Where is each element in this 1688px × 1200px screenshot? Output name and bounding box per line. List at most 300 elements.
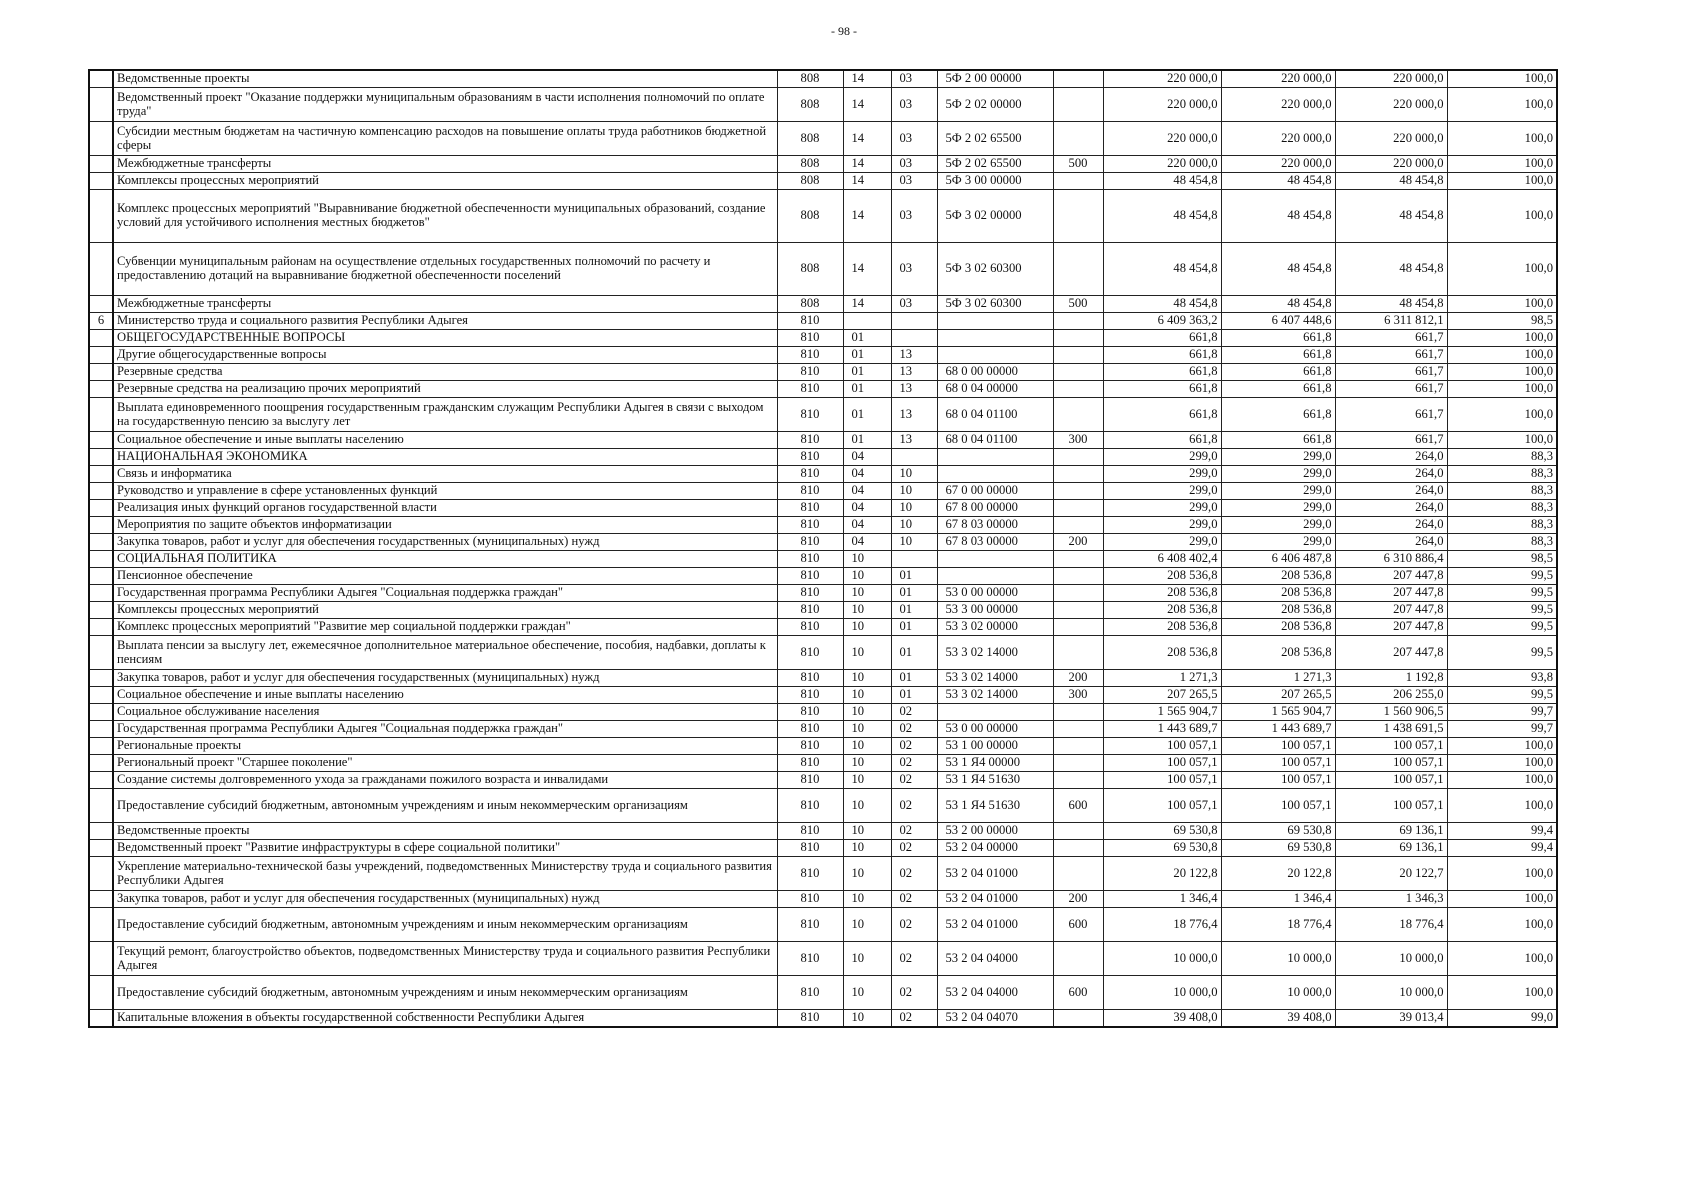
ministry-code-cell: 808 bbox=[777, 173, 843, 190]
ministry-code-cell: 810 bbox=[777, 432, 843, 449]
expense-type-code-cell: 200 bbox=[1053, 534, 1103, 551]
section-code-cell: 04 bbox=[843, 449, 891, 466]
table-row bbox=[89, 551, 1557, 568]
row-number-cell bbox=[89, 122, 113, 156]
section-code-cell: 14 bbox=[843, 190, 891, 243]
target-article-code-cell: 53 0 00 00000 bbox=[937, 585, 1053, 602]
amount-approved-cell: 100 057,1 bbox=[1103, 772, 1221, 789]
table-row bbox=[89, 173, 1557, 190]
target-article-code-cell: 67 8 00 00000 bbox=[937, 500, 1053, 517]
target-article-code-cell: 68 0 04 00000 bbox=[937, 381, 1053, 398]
row-number-cell bbox=[89, 449, 113, 466]
expense-type-code-cell bbox=[1053, 619, 1103, 636]
row-number-cell bbox=[89, 789, 113, 823]
expenditure-name-cell: Субвенции муниципальным районам на осуществление отдельных государственных полномочий по расчету и предоставлению дотаций на выравнивание бюджетной обеспеченности поселений bbox=[113, 243, 777, 296]
subsection-code-cell: 02 bbox=[891, 755, 937, 772]
expenditure-name-cell: Комплекс процессных мероприятий "Выравнивание бюджетной обеспеченности муниципальных образований, создание условий для устойчивого исполнения местных бюджетов" bbox=[113, 190, 777, 243]
row-number-cell bbox=[89, 602, 113, 619]
subsection-code-cell: 03 bbox=[891, 296, 937, 313]
row-number-cell bbox=[89, 70, 113, 88]
expenditure-name-cell: Ведомственные проекты bbox=[113, 823, 777, 840]
section-code-cell: 10 bbox=[843, 568, 891, 585]
expense-type-code-cell bbox=[1053, 398, 1103, 432]
section-code-cell: 10 bbox=[843, 721, 891, 738]
section-code-cell: 10 bbox=[843, 840, 891, 857]
expenditure-name-cell: Капитальные вложения в объекты государственной собственности Республики Адыгея bbox=[113, 1010, 777, 1028]
execution-percent-cell: 100,0 bbox=[1447, 243, 1557, 296]
execution-percent-cell: 98,5 bbox=[1447, 313, 1557, 330]
expense-type-code-cell bbox=[1053, 636, 1103, 670]
amount-approved-cell: 1 565 904,7 bbox=[1103, 704, 1221, 721]
table-row bbox=[89, 704, 1557, 721]
execution-percent-cell: 100,0 bbox=[1447, 381, 1557, 398]
section-code-cell: 14 bbox=[843, 122, 891, 156]
amount-executed-cell: 6 310 886,4 bbox=[1335, 551, 1447, 568]
execution-percent-cell: 100,0 bbox=[1447, 755, 1557, 772]
amount-approved-cell: 661,8 bbox=[1103, 432, 1221, 449]
section-code-cell: 01 bbox=[843, 330, 891, 347]
table-row bbox=[89, 381, 1557, 398]
table-row bbox=[89, 636, 1557, 670]
expense-type-code-cell: 600 bbox=[1053, 789, 1103, 823]
target-article-code-cell: 53 1 00 00000 bbox=[937, 738, 1053, 755]
table-row bbox=[89, 891, 1557, 908]
expense-type-code-cell bbox=[1053, 568, 1103, 585]
subsection-code-cell: 10 bbox=[891, 483, 937, 500]
ministry-code-cell: 810 bbox=[777, 721, 843, 738]
amount-executed-cell: 48 454,8 bbox=[1335, 190, 1447, 243]
row-number-cell bbox=[89, 755, 113, 772]
amount-budget-list-cell: 6 406 487,8 bbox=[1221, 551, 1335, 568]
amount-approved-cell: 299,0 bbox=[1103, 466, 1221, 483]
amount-executed-cell: 207 447,8 bbox=[1335, 568, 1447, 585]
page-number: - 98 - bbox=[831, 24, 857, 38]
ministry-code-cell: 810 bbox=[777, 466, 843, 483]
expenditure-name-cell: НАЦИОНАЛЬНАЯ ЭКОНОМИКА bbox=[113, 449, 777, 466]
amount-approved-cell: 208 536,8 bbox=[1103, 585, 1221, 602]
section-code-cell: 01 bbox=[843, 347, 891, 364]
amount-approved-cell: 299,0 bbox=[1103, 517, 1221, 534]
table-row bbox=[89, 190, 1557, 243]
amount-budget-list-cell: 48 454,8 bbox=[1221, 296, 1335, 313]
amount-approved-cell: 100 057,1 bbox=[1103, 755, 1221, 772]
execution-percent-cell: 100,0 bbox=[1447, 432, 1557, 449]
amount-budget-list-cell: 299,0 bbox=[1221, 466, 1335, 483]
expenditure-name-cell: Комплексы процессных мероприятий bbox=[113, 173, 777, 190]
amount-approved-cell: 299,0 bbox=[1103, 500, 1221, 517]
amount-approved-cell: 299,0 bbox=[1103, 449, 1221, 466]
table-row bbox=[89, 500, 1557, 517]
expense-type-code-cell bbox=[1053, 551, 1103, 568]
ministry-code-cell: 810 bbox=[777, 636, 843, 670]
subsection-code-cell: 01 bbox=[891, 670, 937, 687]
execution-percent-cell: 99,5 bbox=[1447, 602, 1557, 619]
amount-approved-cell: 6 409 363,2 bbox=[1103, 313, 1221, 330]
ministry-code-cell: 810 bbox=[777, 534, 843, 551]
target-article-code-cell: 53 3 02 14000 bbox=[937, 687, 1053, 704]
row-number-cell bbox=[89, 398, 113, 432]
execution-percent-cell: 88,3 bbox=[1447, 517, 1557, 534]
expense-type-code-cell bbox=[1053, 70, 1103, 88]
ministry-code-cell: 810 bbox=[777, 449, 843, 466]
subsection-code-cell: 03 bbox=[891, 243, 937, 296]
amount-budget-list-cell: 220 000,0 bbox=[1221, 122, 1335, 156]
subsection-code-cell: 13 bbox=[891, 381, 937, 398]
expense-type-code-cell bbox=[1053, 88, 1103, 122]
amount-budget-list-cell: 208 536,8 bbox=[1221, 585, 1335, 602]
amount-executed-cell: 6 311 812,1 bbox=[1335, 313, 1447, 330]
amount-executed-cell: 1 560 906,5 bbox=[1335, 704, 1447, 721]
ministry-code-cell: 810 bbox=[777, 942, 843, 976]
subsection-code-cell: 01 bbox=[891, 585, 937, 602]
table-row bbox=[89, 364, 1557, 381]
amount-budget-list-cell: 661,8 bbox=[1221, 398, 1335, 432]
ministry-code-cell: 810 bbox=[777, 483, 843, 500]
execution-percent-cell: 99,7 bbox=[1447, 704, 1557, 721]
target-article-code-cell: 53 1 Я4 51630 bbox=[937, 789, 1053, 823]
amount-approved-cell: 18 776,4 bbox=[1103, 908, 1221, 942]
target-article-code-cell: 53 2 04 01000 bbox=[937, 857, 1053, 891]
subsection-code-cell: 02 bbox=[891, 942, 937, 976]
amount-budget-list-cell: 48 454,8 bbox=[1221, 190, 1335, 243]
execution-percent-cell: 88,3 bbox=[1447, 483, 1557, 500]
expenditure-name-cell: Ведомственный проект "Оказание поддержки муниципальным образованиям в части исполнения полномочий по оплате труда" bbox=[113, 88, 777, 122]
amount-approved-cell: 39 408,0 bbox=[1103, 1010, 1221, 1028]
subsection-code-cell: 02 bbox=[891, 789, 937, 823]
ministry-code-cell: 810 bbox=[777, 381, 843, 398]
row-number-cell bbox=[89, 687, 113, 704]
section-code-cell: 14 bbox=[843, 173, 891, 190]
execution-percent-cell: 100,0 bbox=[1447, 70, 1557, 88]
expenditure-name-cell: Предоставление субсидий бюджетным, автономным учреждениям и иным некоммерческим организациям bbox=[113, 789, 777, 823]
row-number-cell bbox=[89, 500, 113, 517]
expenditure-name-cell: Ведомственный проект "Развитие инфраструктуры в сфере социальной политики" bbox=[113, 840, 777, 857]
subsection-code-cell: 03 bbox=[891, 190, 937, 243]
ministry-code-cell: 810 bbox=[777, 517, 843, 534]
section-code-cell: 01 bbox=[843, 364, 891, 381]
amount-executed-cell: 10 000,0 bbox=[1335, 976, 1447, 1010]
target-article-code-cell: 53 2 04 04070 bbox=[937, 1010, 1053, 1028]
amount-budget-list-cell: 69 530,8 bbox=[1221, 823, 1335, 840]
amount-budget-list-cell: 6 407 448,6 bbox=[1221, 313, 1335, 330]
row-number-cell bbox=[89, 568, 113, 585]
section-code-cell: 04 bbox=[843, 534, 891, 551]
section-code-cell: 04 bbox=[843, 517, 891, 534]
section-code-cell: 14 bbox=[843, 156, 891, 173]
amount-executed-cell: 220 000,0 bbox=[1335, 88, 1447, 122]
expenditure-name-cell: Предоставление субсидий бюджетным, автономным учреждениям и иным некоммерческим организациям bbox=[113, 976, 777, 1010]
target-article-code-cell: 67 8 03 00000 bbox=[937, 534, 1053, 551]
row-number-cell bbox=[89, 551, 113, 568]
row-number-cell bbox=[89, 857, 113, 891]
ministry-code-cell: 810 bbox=[777, 313, 843, 330]
expenditure-name-cell: Комплексы процессных мероприятий bbox=[113, 602, 777, 619]
section-code-cell: 10 bbox=[843, 551, 891, 568]
ministry-code-cell: 808 bbox=[777, 88, 843, 122]
target-article-code-cell: 68 0 04 01100 bbox=[937, 432, 1053, 449]
amount-approved-cell: 208 536,8 bbox=[1103, 636, 1221, 670]
amount-executed-cell: 18 776,4 bbox=[1335, 908, 1447, 942]
table-body bbox=[89, 70, 1557, 1027]
ministry-code-cell: 810 bbox=[777, 568, 843, 585]
expense-type-code-cell bbox=[1053, 483, 1103, 500]
row-number-cell bbox=[89, 738, 113, 755]
ministry-code-cell: 810 bbox=[777, 891, 843, 908]
section-code-cell: 10 bbox=[843, 619, 891, 636]
execution-percent-cell: 100,0 bbox=[1447, 789, 1557, 823]
amount-executed-cell: 207 447,8 bbox=[1335, 585, 1447, 602]
section-code-cell: 04 bbox=[843, 466, 891, 483]
row-number-cell bbox=[89, 517, 113, 534]
ministry-code-cell: 810 bbox=[777, 908, 843, 942]
amount-approved-cell: 299,0 bbox=[1103, 483, 1221, 500]
ministry-code-cell: 810 bbox=[777, 670, 843, 687]
section-code-cell: 14 bbox=[843, 243, 891, 296]
table-row bbox=[89, 755, 1557, 772]
expenditure-name-cell: Межбюджетные трансферты bbox=[113, 156, 777, 173]
amount-executed-cell: 264,0 bbox=[1335, 517, 1447, 534]
expense-type-code-cell bbox=[1053, 364, 1103, 381]
amount-executed-cell: 220 000,0 bbox=[1335, 122, 1447, 156]
amount-executed-cell: 207 447,8 bbox=[1335, 602, 1447, 619]
table-row bbox=[89, 772, 1557, 789]
amount-executed-cell: 661,7 bbox=[1335, 330, 1447, 347]
row-number-cell bbox=[89, 942, 113, 976]
target-article-code-cell bbox=[937, 568, 1053, 585]
amount-executed-cell: 48 454,8 bbox=[1335, 243, 1447, 296]
ministry-code-cell: 810 bbox=[777, 840, 843, 857]
ministry-code-cell: 810 bbox=[777, 772, 843, 789]
subsection-code-cell: 02 bbox=[891, 738, 937, 755]
row-number-cell bbox=[89, 704, 113, 721]
row-number-cell bbox=[89, 466, 113, 483]
ministry-code-cell: 808 bbox=[777, 190, 843, 243]
subsection-code-cell: 02 bbox=[891, 976, 937, 1010]
target-article-code-cell: 53 3 00 00000 bbox=[937, 602, 1053, 619]
expense-type-code-cell bbox=[1053, 602, 1103, 619]
ministry-code-cell: 810 bbox=[777, 602, 843, 619]
target-article-code-cell: 53 3 02 14000 bbox=[937, 636, 1053, 670]
expense-type-code-cell bbox=[1053, 517, 1103, 534]
expenditure-name-cell: Руководство и управление в сфере установленных функций bbox=[113, 483, 777, 500]
expenditure-name-cell: Закупка товаров, работ и услуг для обеспечения государственных (муниципальных) нужд bbox=[113, 891, 777, 908]
expense-type-code-cell bbox=[1053, 823, 1103, 840]
amount-executed-cell: 661,7 bbox=[1335, 347, 1447, 364]
subsection-code-cell: 02 bbox=[891, 857, 937, 891]
target-article-code-cell: 53 3 02 00000 bbox=[937, 619, 1053, 636]
section-code-cell: 10 bbox=[843, 823, 891, 840]
amount-budget-list-cell: 39 408,0 bbox=[1221, 1010, 1335, 1028]
row-number-cell bbox=[89, 381, 113, 398]
row-number-cell bbox=[89, 534, 113, 551]
row-number-cell bbox=[89, 840, 113, 857]
table-row bbox=[89, 976, 1557, 1010]
target-article-code-cell: 68 0 00 00000 bbox=[937, 364, 1053, 381]
amount-budget-list-cell: 299,0 bbox=[1221, 483, 1335, 500]
expense-type-code-cell: 300 bbox=[1053, 432, 1103, 449]
amount-approved-cell: 208 536,8 bbox=[1103, 602, 1221, 619]
table-row bbox=[89, 296, 1557, 313]
section-code-cell: 10 bbox=[843, 738, 891, 755]
amount-budget-list-cell: 100 057,1 bbox=[1221, 772, 1335, 789]
ministry-code-cell: 810 bbox=[777, 364, 843, 381]
table-row bbox=[89, 483, 1557, 500]
table-row bbox=[89, 432, 1557, 449]
amount-approved-cell: 661,8 bbox=[1103, 364, 1221, 381]
execution-percent-cell: 99,5 bbox=[1447, 687, 1557, 704]
row-number-cell bbox=[89, 190, 113, 243]
target-article-code-cell: 5Ф 2 00 00000 bbox=[937, 70, 1053, 88]
subsection-code-cell bbox=[891, 449, 937, 466]
target-article-code-cell bbox=[937, 449, 1053, 466]
subsection-code-cell: 13 bbox=[891, 398, 937, 432]
expenditure-name-cell: Выплата пенсии за выслугу лет, ежемесячное дополнительное материальное обеспечение, пособия, надбавки, доплаты к пенсиям bbox=[113, 636, 777, 670]
subsection-code-cell bbox=[891, 551, 937, 568]
table-row bbox=[89, 243, 1557, 296]
table-row bbox=[89, 721, 1557, 738]
expense-type-code-cell bbox=[1053, 738, 1103, 755]
amount-executed-cell: 207 447,8 bbox=[1335, 619, 1447, 636]
amount-approved-cell: 48 454,8 bbox=[1103, 173, 1221, 190]
amount-executed-cell: 661,7 bbox=[1335, 398, 1447, 432]
amount-executed-cell: 220 000,0 bbox=[1335, 156, 1447, 173]
subsection-code-cell: 02 bbox=[891, 1010, 937, 1028]
expenditure-name-cell: Пенсионное обеспечение bbox=[113, 568, 777, 585]
expenditure-name-cell: Государственная программа Республики Адыгея "Социальная поддержка граждан" bbox=[113, 585, 777, 602]
expenditure-name-cell: Социальное обеспечение и иные выплаты населению bbox=[113, 432, 777, 449]
expenditure-name-cell: Закупка товаров, работ и услуг для обеспечения государственных (муниципальных) нужд bbox=[113, 670, 777, 687]
target-article-code-cell: 5Ф 3 02 00000 bbox=[937, 190, 1053, 243]
amount-executed-cell: 220 000,0 bbox=[1335, 70, 1447, 88]
execution-percent-cell: 99,5 bbox=[1447, 568, 1557, 585]
section-code-cell: 04 bbox=[843, 483, 891, 500]
table-row bbox=[89, 313, 1557, 330]
ministry-code-cell: 810 bbox=[777, 738, 843, 755]
ministry-code-cell: 810 bbox=[777, 330, 843, 347]
amount-budget-list-cell: 661,8 bbox=[1221, 347, 1335, 364]
amount-approved-cell: 6 408 402,4 bbox=[1103, 551, 1221, 568]
subsection-code-cell: 13 bbox=[891, 364, 937, 381]
subsection-code-cell: 02 bbox=[891, 908, 937, 942]
target-article-code-cell: 68 0 04 01100 bbox=[937, 398, 1053, 432]
section-code-cell: 10 bbox=[843, 636, 891, 670]
subsection-code-cell: 01 bbox=[891, 687, 937, 704]
expenditure-name-cell: Комплекс процессных мероприятий "Развитие мер социальной поддержки граждан" bbox=[113, 619, 777, 636]
target-article-code-cell: 5Ф 2 02 00000 bbox=[937, 88, 1053, 122]
section-code-cell: 10 bbox=[843, 704, 891, 721]
amount-budget-list-cell: 661,8 bbox=[1221, 364, 1335, 381]
execution-percent-cell: 100,0 bbox=[1447, 296, 1557, 313]
execution-percent-cell: 99,5 bbox=[1447, 619, 1557, 636]
table-row bbox=[89, 156, 1557, 173]
expense-type-code-cell bbox=[1053, 942, 1103, 976]
execution-percent-cell: 100,0 bbox=[1447, 891, 1557, 908]
section-code-cell: 01 bbox=[843, 381, 891, 398]
table-row bbox=[89, 398, 1557, 432]
amount-approved-cell: 10 000,0 bbox=[1103, 976, 1221, 1010]
row-number-cell bbox=[89, 156, 113, 173]
target-article-code-cell: 53 2 04 04000 bbox=[937, 942, 1053, 976]
subsection-code-cell: 13 bbox=[891, 347, 937, 364]
section-code-cell: 10 bbox=[843, 857, 891, 891]
amount-executed-cell: 661,7 bbox=[1335, 381, 1447, 398]
ministry-code-cell: 810 bbox=[777, 551, 843, 568]
subsection-code-cell: 10 bbox=[891, 534, 937, 551]
ministry-code-cell: 810 bbox=[777, 585, 843, 602]
row-number-cell bbox=[89, 243, 113, 296]
execution-percent-cell: 99,4 bbox=[1447, 840, 1557, 857]
target-article-code-cell: 53 2 04 01000 bbox=[937, 908, 1053, 942]
expenditure-name-cell: Государственная программа Республики Адыгея "Социальная поддержка граждан" bbox=[113, 721, 777, 738]
table-row bbox=[89, 738, 1557, 755]
expenditure-name-cell: Резервные средства bbox=[113, 364, 777, 381]
subsection-code-cell: 01 bbox=[891, 636, 937, 670]
execution-percent-cell: 88,3 bbox=[1447, 449, 1557, 466]
amount-executed-cell: 207 447,8 bbox=[1335, 636, 1447, 670]
amount-approved-cell: 299,0 bbox=[1103, 534, 1221, 551]
section-code-cell: 01 bbox=[843, 398, 891, 432]
amount-approved-cell: 220 000,0 bbox=[1103, 70, 1221, 88]
row-number-cell bbox=[89, 88, 113, 122]
expenditure-name-cell: Мероприятия по защите объектов информатизации bbox=[113, 517, 777, 534]
target-article-code-cell: 53 2 04 04000 bbox=[937, 976, 1053, 1010]
target-article-code-cell: 53 2 04 01000 bbox=[937, 891, 1053, 908]
amount-approved-cell: 10 000,0 bbox=[1103, 942, 1221, 976]
expenditure-name-cell: Социальное обеспечение и иные выплаты населению bbox=[113, 687, 777, 704]
section-code-cell: 10 bbox=[843, 585, 891, 602]
amount-budget-list-cell: 48 454,8 bbox=[1221, 173, 1335, 190]
subsection-code-cell bbox=[891, 330, 937, 347]
target-article-code-cell: 53 2 00 00000 bbox=[937, 823, 1053, 840]
table-row bbox=[89, 823, 1557, 840]
row-number-cell bbox=[89, 364, 113, 381]
expenditure-name-cell: Закупка товаров, работ и услуг для обеспечения государственных (муниципальных) нужд bbox=[113, 534, 777, 551]
amount-executed-cell: 100 057,1 bbox=[1335, 772, 1447, 789]
expense-type-code-cell bbox=[1053, 449, 1103, 466]
row-number-cell bbox=[89, 721, 113, 738]
amount-budget-list-cell: 207 265,5 bbox=[1221, 687, 1335, 704]
amount-approved-cell: 1 346,4 bbox=[1103, 891, 1221, 908]
subsection-code-cell: 02 bbox=[891, 891, 937, 908]
target-article-code-cell: 53 1 Я4 51630 bbox=[937, 772, 1053, 789]
execution-percent-cell: 100,0 bbox=[1447, 347, 1557, 364]
ministry-code-cell: 810 bbox=[777, 347, 843, 364]
target-article-code-cell: 5Ф 3 00 00000 bbox=[937, 173, 1053, 190]
execution-percent-cell: 100,0 bbox=[1447, 173, 1557, 190]
target-article-code-cell bbox=[937, 347, 1053, 364]
table-row bbox=[89, 670, 1557, 687]
table-row bbox=[89, 619, 1557, 636]
execution-percent-cell: 100,0 bbox=[1447, 976, 1557, 1010]
subsection-code-cell: 02 bbox=[891, 840, 937, 857]
execution-percent-cell: 100,0 bbox=[1447, 908, 1557, 942]
subsection-code-cell: 01 bbox=[891, 619, 937, 636]
amount-budget-list-cell: 18 776,4 bbox=[1221, 908, 1335, 942]
target-article-code-cell: 67 0 00 00000 bbox=[937, 483, 1053, 500]
expenditure-name-cell: Региональные проекты bbox=[113, 738, 777, 755]
table-row bbox=[89, 449, 1557, 466]
execution-percent-cell: 100,0 bbox=[1447, 942, 1557, 976]
execution-percent-cell: 100,0 bbox=[1447, 122, 1557, 156]
row-number-cell bbox=[89, 347, 113, 364]
expense-type-code-cell bbox=[1053, 585, 1103, 602]
amount-executed-cell: 100 057,1 bbox=[1335, 789, 1447, 823]
amount-approved-cell: 1 443 689,7 bbox=[1103, 721, 1221, 738]
execution-percent-cell: 100,0 bbox=[1447, 398, 1557, 432]
target-article-code-cell: 53 0 00 00000 bbox=[937, 721, 1053, 738]
amount-approved-cell: 100 057,1 bbox=[1103, 789, 1221, 823]
subsection-code-cell: 02 bbox=[891, 772, 937, 789]
